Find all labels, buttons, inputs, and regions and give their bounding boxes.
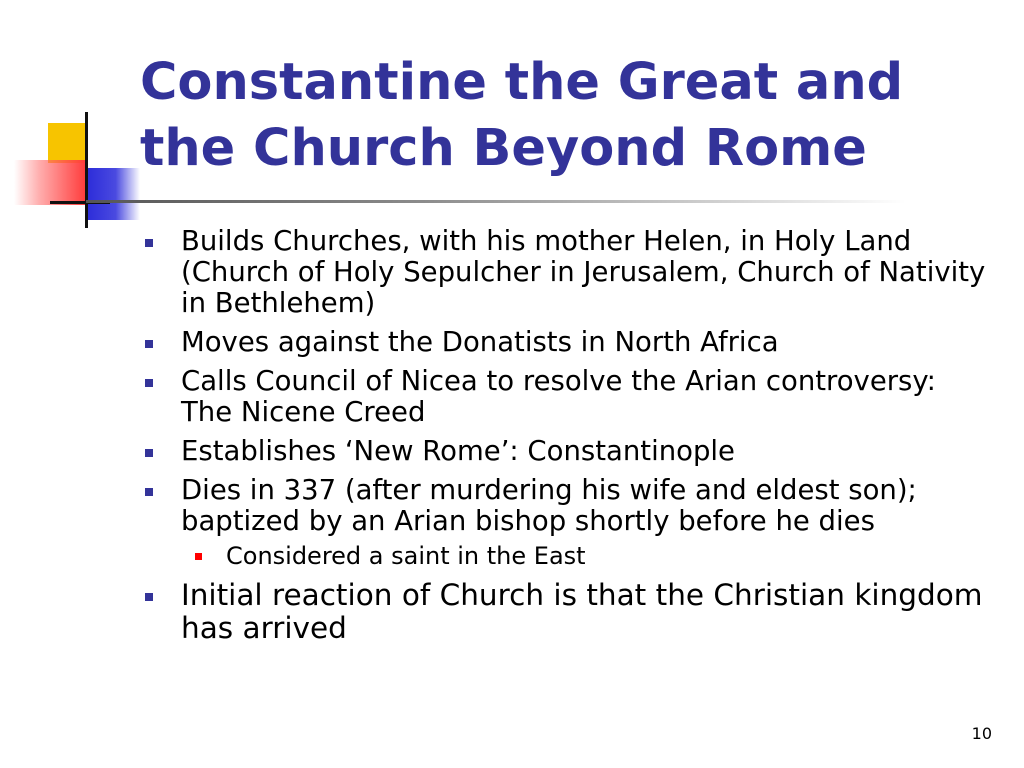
slide-title-line-2: the Church Beyond Rome: [140, 119, 867, 178]
square-bullet-icon: [145, 488, 153, 496]
bullet-item-death: [143, 475, 993, 571]
yellow-square-decoration: [48, 123, 86, 163]
square-bullet-icon: [145, 449, 153, 457]
decorative-corner-graphic: [0, 0, 150, 240]
square-bullet-icon: [145, 593, 153, 601]
bullet-text: Moves against the Donatists in North Africa: [181, 326, 779, 358]
slide-title: [140, 50, 1000, 182]
bullet-text: Initial reaction of Church is that the Christian kingdom has arrived: [181, 578, 983, 645]
bullet-text: Dies in 337 (after murdering his wife and eldest son); baptized by an Arian bishop shortly before he dies: [181, 474, 917, 537]
slide-title-line-1: Constantine the Great and: [140, 53, 904, 112]
bullet-item-council-of-nicea: [143, 366, 993, 428]
square-bullet-icon: [145, 379, 153, 387]
red-square-decoration: [14, 160, 86, 205]
bullet-list: [143, 226, 993, 653]
bullet-text: Calls Council of Nicea to resolve the Arian controversy: The Nicene Creed: [181, 365, 936, 428]
blue-square-decoration: [86, 168, 140, 220]
bullet-item-initial-reaction: [143, 579, 993, 645]
bullet-text: Establishes ‘New Rome’: Constantinople: [181, 435, 735, 467]
small-square-bullet-icon: [195, 553, 202, 560]
square-bullet-icon: [145, 239, 153, 247]
sub-bullet-list: [181, 541, 993, 571]
title-underline-rule: [86, 200, 906, 203]
square-bullet-icon: [145, 340, 153, 348]
bullet-item-new-rome: [143, 436, 993, 467]
sub-bullet-text: Considered a saint in the East: [226, 542, 586, 570]
bullet-item-donatists: [143, 327, 993, 358]
vertical-line-decoration: [85, 112, 88, 228]
sub-bullet-item-saint: [181, 541, 993, 571]
bullet-text: Builds Churches, with his mother Helen, in Holy Land (Church of Holy Sepulcher in Jerusalem, Church of Nativity in Bethlehem): [181, 225, 986, 319]
bullet-item-churches: [143, 226, 993, 319]
page-number: 10: [971, 724, 992, 743]
